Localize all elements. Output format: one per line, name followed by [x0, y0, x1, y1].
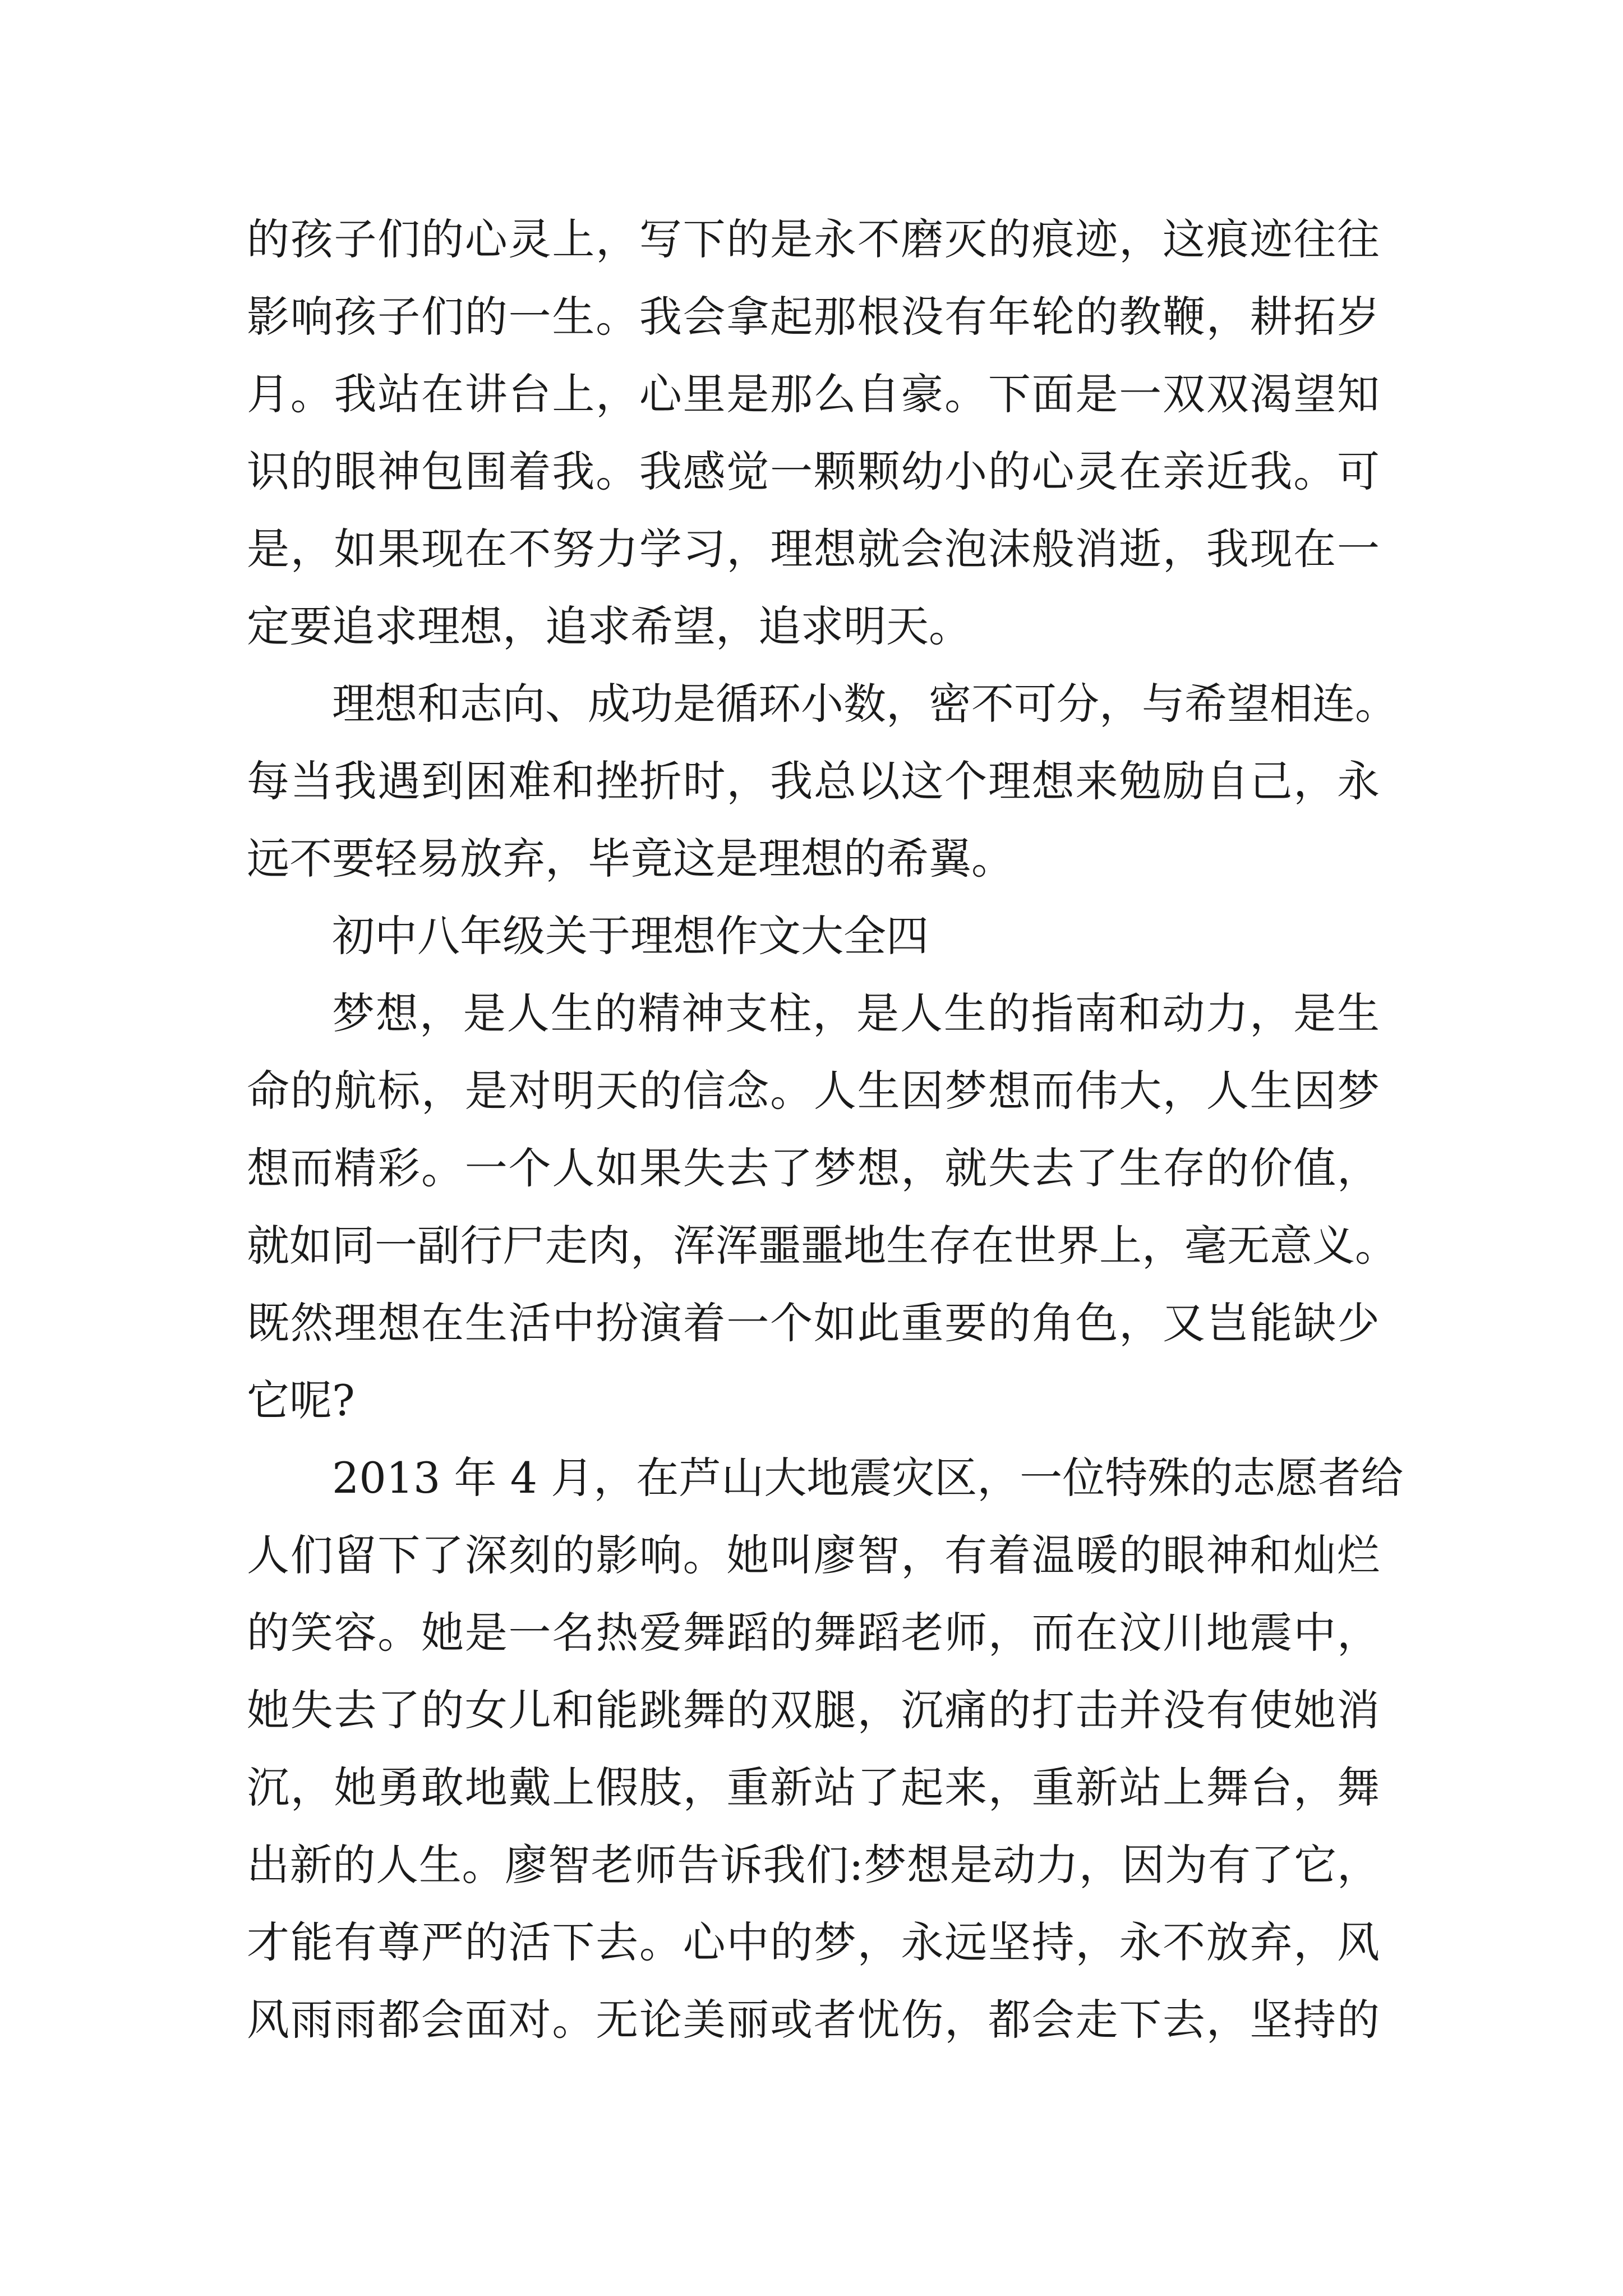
text-line: 它呢?	[247, 1375, 355, 1425]
text-line: 命的航标，是对明天的信念。人生因梦想而伟大，人生因梦	[247, 1066, 1380, 1116]
text-line: 就如同一副行尸走肉，浑浑噩噩地生存在世界上，毫无意义。	[247, 1221, 1398, 1271]
text-line: 出新的人生。廖智老师告诉我们:梦想是动力，因为有了它，	[247, 1840, 1380, 1890]
text-line: 月。我站在讲台上，心里是那么自豪。下面是一双双渴望知	[247, 369, 1380, 419]
text-line: 定要追求理想，追求希望，追求明天。	[247, 601, 971, 651]
section-heading: 初中八年级关于理想作文大全四	[332, 911, 929, 961]
text-line: 识的眼神包围着我。我感觉一颗颗幼小的心灵在亲近我。可	[247, 447, 1380, 496]
text-line: 才能有尊严的活下去。心中的梦，永远坚持，永不放弃，风	[247, 1917, 1380, 1967]
text-line: 远不要轻易放弃，毕竟这是理想的希翼。	[247, 834, 1014, 884]
text-line: 想而精彩。一个人如果失去了梦想，就失去了生存的价值，	[247, 1143, 1380, 1193]
text-line: 理想和志向、成功是循环小数，密不可分，与希望相连。	[332, 679, 1398, 729]
text-line: 梦想，是人生的精神支柱，是人生的指南和动力，是生	[332, 988, 1380, 1038]
text-line: 是，如果现在不努力学习，理想就会泡沫般消逝，我现在一	[247, 524, 1380, 574]
text-line: 影响孩子们的一生。我会拿起那根没有年轮的教鞭，耕拓岁	[247, 292, 1380, 342]
text-line: 每当我遇到困难和挫折时，我总以这个理想来勉励自己，永	[247, 756, 1380, 806]
text-line: 2013 年 4 月，在芦山大地震灾区，一位特殊的志愿者给	[332, 1453, 1404, 1503]
document-body	[247, 201, 1404, 2059]
text-line: 的孩子们的心灵上，写下的是永不磨灭的痕迹，这痕迹往往	[247, 214, 1380, 264]
text-line: 风雨雨都会面对。无论美丽或者忧伤，都会走下去，坚持的	[247, 1995, 1380, 2045]
text-line: 沉，她勇敢地戴上假肢，重新站了起来，重新站上舞台，舞	[247, 1763, 1380, 1812]
text-line: 人们留下了深刻的影响。她叫廖智，有着温暖的眼神和灿烂	[247, 1530, 1380, 1580]
text-line: 的笑容。她是一名热爱舞蹈的舞蹈老师，而在汶川地震中，	[247, 1608, 1380, 1658]
text-line: 既然理想在生活中扮演着一个如此重要的角色，又岂能缺少	[247, 1298, 1380, 1348]
text-line: 她失去了的女儿和能跳舞的双腿，沉痛的打击并没有使她消	[247, 1685, 1380, 1735]
